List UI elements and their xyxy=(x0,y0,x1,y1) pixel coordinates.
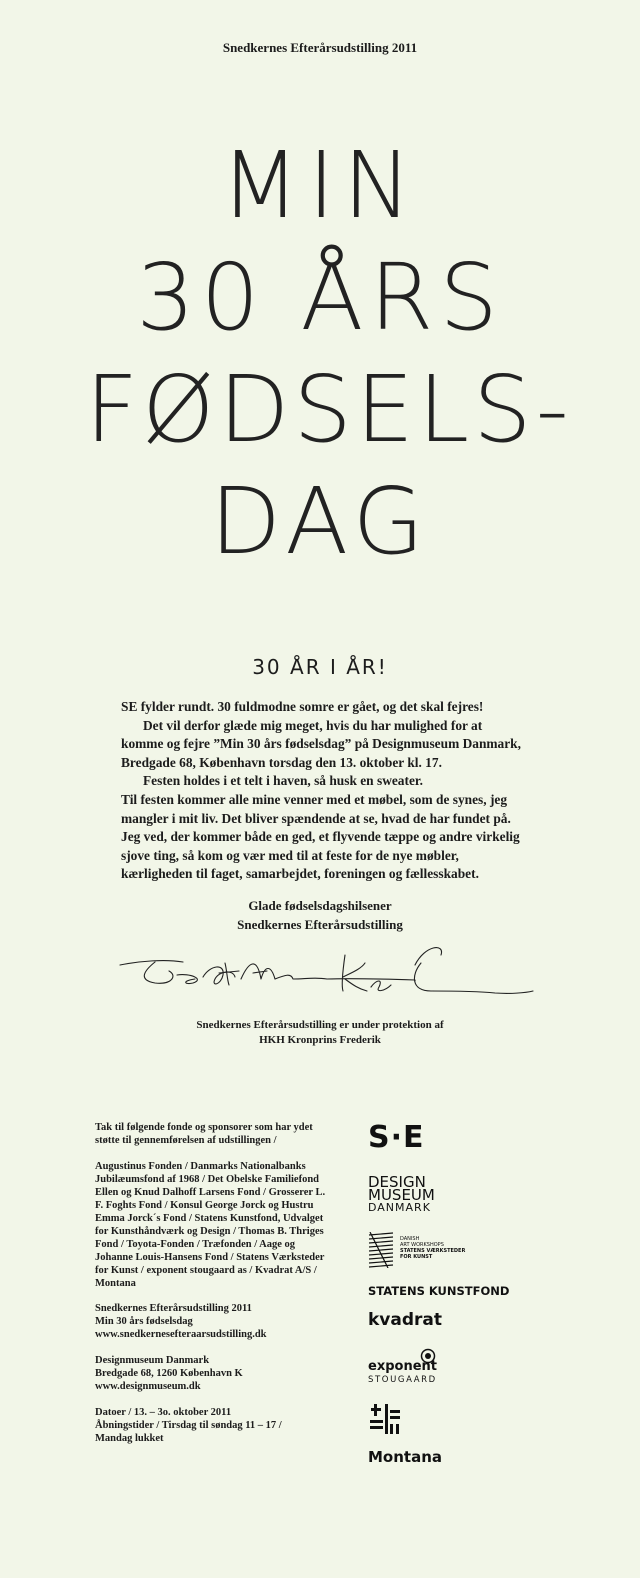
headline-line: 30 ÅRS xyxy=(136,244,504,351)
body-paragraph: Til festen kommer alle mine venner med et møbel, som de synes, jeg mangler i mit liv. Det bliver spændende at se, hvad de har fundet på. Jeg ved, der kommer både en ged, et flyvende tæppe og andre virkelig sjove ting, så kom og vær med til at feste for de nye møbler, kærligheden til faget, samarbejdet, foreningen og fællesskabet. xyxy=(121,791,520,882)
dates-line: Åbningstider / Tirsdag til søndag 11 – 17 / xyxy=(95,1420,282,1431)
venue-line: Designmuseum Danmark xyxy=(95,1355,210,1366)
sponsors-text: Augustinus Fonden / Danmarks Nationalbanks Jubilæumsfond af 1968 / Det Obelske Familiefond Ellen og Knud Dalhoff Larsens Fond / Grosserer L. F. Foghts Fond / Konsul George Jorck og Hustru Emma Jorck´s Fond / Statens Kunstfond, Udvalget for Kunsthåndværk og Design / Thomas B. Thriges Fond / Toyota-Fonden / Træfonden / Aage og Johanne Louis-Hansens Fond / Statens Værksteder for Kunst / exponent stougaard as / Kvadrat A/S / Montana xyxy=(95,1161,326,1289)
montana-icon xyxy=(368,1402,402,1436)
logo-text: MUSEUM xyxy=(368,1186,435,1204)
greeting xyxy=(0,896,640,934)
headline-line: FØDSELS- xyxy=(85,356,573,463)
statens-kunstfond-logo: STATENS KUNSTFOND xyxy=(368,1284,510,1298)
body-paragraph: Det vil derfor glæde mig meget, hvis du har mulighed for at komme og fejre ”Min 30 års fødselsdag” på Designmuseum Danmark, Bredgade 68, København torsdag den 13. oktober kl. 17. xyxy=(121,717,521,770)
venue-info xyxy=(95,1354,335,1393)
logo-text: DESIGN xyxy=(368,1173,426,1191)
logo-text: ART WORKSHOPS xyxy=(400,1242,444,1248)
exhibition-url: www.snedkernesefteraarsudstilling.dk xyxy=(95,1329,267,1340)
exhibition-line: Min 30 års fødselsdag xyxy=(95,1316,193,1327)
kvadrat-logo: kvadrat xyxy=(368,1310,443,1330)
invitation-body xyxy=(121,698,521,884)
headline-line: MIN xyxy=(220,132,420,239)
montana-logo xyxy=(368,1402,443,1472)
art-workshops-logo xyxy=(368,1232,488,1272)
logo-text: exponent xyxy=(368,1359,437,1374)
logo-text: STOUGAARD xyxy=(368,1375,437,1385)
patron-line: HKH Kronprins Frederik xyxy=(259,1034,381,1046)
thanks-text: Tak til følgende fonde og sponsorer som har ydet støtte til gennemførelsen af udstillingen / xyxy=(95,1122,313,1146)
workshops-icon xyxy=(368,1232,394,1268)
greeting-line: Glade fødselsdagshilsener xyxy=(248,898,392,913)
body-paragraph: Festen holdes i et telt i haven, så husk en sweater. xyxy=(143,773,423,789)
exhibition-line: Snedkernes Efterårsudstilling 2011 xyxy=(95,1303,252,1314)
dates-line: Mandag lukket xyxy=(95,1433,164,1444)
logo-text: Montana xyxy=(368,1448,443,1466)
dates-line: Datoer / 13. – 3o. oktober 2011 xyxy=(95,1407,232,1418)
venue-line: Bredgade 68, 1260 København K xyxy=(95,1368,243,1379)
dates-info xyxy=(95,1406,335,1445)
logo-text: DANMARK xyxy=(368,1201,431,1214)
subheading: 30 ÅR I ÅR! xyxy=(252,655,388,679)
greeting-line: Snedkernes Efterårsudstilling xyxy=(237,917,403,932)
logo-text: DANISH xyxy=(400,1236,420,1242)
patron-line: Snedkernes Efterårsudstilling er under protektion af xyxy=(196,1019,444,1031)
sponsor-list xyxy=(95,1160,335,1290)
exponent-logo xyxy=(368,1348,458,1388)
exhibition-info xyxy=(95,1302,335,1341)
headline xyxy=(0,130,640,578)
design-museum-logo xyxy=(368,1175,435,1213)
body-paragraph: SE fylder rundt. 30 fuldmodne somre er gået, og det skal fejres! xyxy=(121,699,484,714)
patron-note xyxy=(0,1018,640,1048)
handwritten-signature xyxy=(115,935,535,1005)
thanks-note xyxy=(95,1121,335,1147)
logo-text: FOR KUNST xyxy=(400,1254,433,1260)
se-logo: S·E xyxy=(368,1120,425,1155)
logo-text: STATENS VÆRKSTEDER xyxy=(400,1248,466,1254)
headline-line: DAG xyxy=(210,468,430,575)
kicker: Snedkernes Efterårsudstilling 2011 xyxy=(222,40,418,55)
venue-url: www.designmuseum.dk xyxy=(95,1381,201,1392)
workshops-text xyxy=(400,1236,465,1260)
